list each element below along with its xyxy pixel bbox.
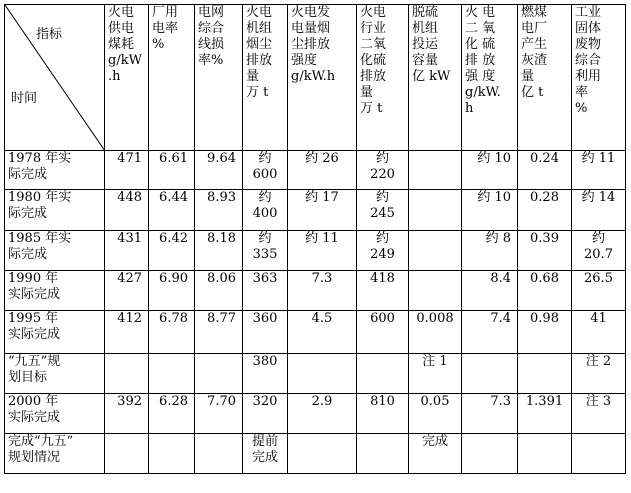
data-cell: 约 220: [357, 151, 409, 190]
data-cell: [462, 354, 518, 394]
row-label: 1995 年 实际完成: [5, 311, 105, 354]
table-row: [5, 151, 626, 190]
data-cell: 1.391: [518, 394, 572, 434]
header-cell: 工业 固体 废物 综合 利用 率 %: [572, 5, 626, 151]
data-cell: 完成: [409, 434, 462, 474]
row-label: 2000 年 实际完成: [5, 394, 105, 434]
data-cell: 427: [105, 271, 149, 311]
row-label: “九五”规 划目标: [5, 354, 105, 394]
data-cell: 392: [105, 394, 149, 434]
data-cell: 7.70: [195, 394, 243, 434]
data-cell: 0.008: [409, 311, 462, 354]
data-cell: 6.42: [149, 231, 195, 271]
table-row: [5, 271, 626, 311]
data-cell: 约 400: [243, 190, 288, 231]
data-cell: 431: [105, 231, 149, 271]
data-cell: 约 10: [462, 190, 518, 231]
header-cell: 火电 行业 二氧 化硫 排放 量 万 t: [357, 5, 409, 151]
table-row: [5, 311, 626, 354]
data-cell: 2.9: [288, 394, 357, 434]
data-cell: 448: [105, 190, 149, 231]
data-cell: 6.28: [149, 394, 195, 434]
data-cell: [462, 434, 518, 474]
note-cell: 注 1: [409, 354, 462, 394]
data-cell: 约 600: [243, 151, 288, 190]
header-row: [5, 5, 626, 151]
data-cell: 41: [572, 311, 626, 354]
note-cell: 注 2: [572, 354, 626, 394]
data-cell: 约 249: [357, 231, 409, 271]
data-cell: 418: [357, 271, 409, 311]
data-cell: 9.64: [195, 151, 243, 190]
data-cell: 约 26: [288, 151, 357, 190]
data-cell: 约 20.7: [572, 231, 626, 271]
time-label: 时间: [11, 91, 38, 106]
data-cell: [195, 434, 243, 474]
data-cell: [195, 354, 243, 394]
data-cell: 6.78: [149, 311, 195, 354]
data-cell: [518, 434, 572, 474]
header-cell: 厂用 电率 %: [149, 5, 195, 151]
data-cell: 363: [243, 271, 288, 311]
data-cell: [149, 434, 195, 474]
data-cell: 约 17: [288, 190, 357, 231]
data-cell: 提前 完成: [243, 434, 288, 474]
data-cell: 412: [105, 311, 149, 354]
data-cell: 约 335: [243, 231, 288, 271]
data-cell: 26.5: [572, 271, 626, 311]
data-cell: [409, 271, 462, 311]
header-cell: 火电发 电量烟 尘排放 强度 g/kW.h: [288, 5, 357, 151]
header-cell: 脱硫 机组 投运 容量 亿 kW: [409, 5, 462, 151]
table-row: [5, 434, 626, 474]
data-cell: [518, 354, 572, 394]
data-cell: 8.4: [462, 271, 518, 311]
data-cell: 约 10: [462, 151, 518, 190]
header-cell: 火 电 二 氧 化 硫 排 放 强 度 g/kW. h: [462, 5, 518, 151]
data-cell: 7.3: [288, 271, 357, 311]
table-row: [5, 190, 626, 231]
row-label: 1978 年实 际完成: [5, 151, 105, 190]
data-cell: 约 11: [288, 231, 357, 271]
header-cell: 火电 供电 煤耗 g/kW .h: [105, 5, 149, 151]
data-cell: 约 245: [357, 190, 409, 231]
data-cell: 6.90: [149, 271, 195, 311]
row-label: 1985 年实 际完成: [5, 231, 105, 271]
data-cell: 8.77: [195, 311, 243, 354]
row-label: 1990 年 实际完成: [5, 271, 105, 311]
data-cell: 0.68: [518, 271, 572, 311]
header-cell: 火电 机组 烟尘 排放 量 万 t: [243, 5, 288, 151]
data-cell: 0.98: [518, 311, 572, 354]
data-cell: 约 14: [572, 190, 626, 231]
data-cell: 0.39: [518, 231, 572, 271]
data-cell: 810: [357, 394, 409, 434]
data-cell: 0.24: [518, 151, 572, 190]
data-cell: 6.44: [149, 190, 195, 231]
note-cell: 注 3: [572, 394, 626, 434]
data-cell: 7.3: [462, 394, 518, 434]
data-cell: 320: [243, 394, 288, 434]
table-row: [5, 354, 626, 394]
data-cell: [409, 190, 462, 231]
indicator-table-wrapper: [4, 4, 626, 474]
header-cell: 燃煤 电厂 产生 灰渣 量 亿 t: [518, 5, 572, 151]
data-cell: 6.61: [149, 151, 195, 190]
data-cell: 4.5: [288, 311, 357, 354]
data-cell: 7.4: [462, 311, 518, 354]
data-cell: 8.18: [195, 231, 243, 271]
data-cell: [357, 354, 409, 394]
data-cell: 0.28: [518, 190, 572, 231]
data-cell: [149, 354, 195, 394]
data-cell: [105, 434, 149, 474]
data-cell: 约 11: [572, 151, 626, 190]
data-cell: 380: [243, 354, 288, 394]
row-label: 1980 年实 际完成: [5, 190, 105, 231]
data-cell: [409, 231, 462, 271]
table-row: [5, 231, 626, 271]
data-cell: 360: [243, 311, 288, 354]
data-cell: [288, 434, 357, 474]
power-indicator-table: [4, 4, 626, 474]
indicator-label: 指标: [35, 27, 62, 42]
data-cell: [357, 434, 409, 474]
data-cell: 约 8: [462, 231, 518, 271]
data-cell: 8.93: [195, 190, 243, 231]
data-cell: [572, 434, 626, 474]
data-cell: 600: [357, 311, 409, 354]
data-cell: 8.06: [195, 271, 243, 311]
data-cell: [105, 354, 149, 394]
data-cell: 0.05: [409, 394, 462, 434]
header-cell: 电网 综合 线损 率%: [195, 5, 243, 151]
table-row: [5, 394, 626, 434]
data-cell: [409, 151, 462, 190]
data-cell: [288, 354, 357, 394]
row-label: 完成“九五” 规划情况: [5, 434, 105, 474]
data-cell: 471: [105, 151, 149, 190]
corner-header-cell: [5, 5, 105, 151]
